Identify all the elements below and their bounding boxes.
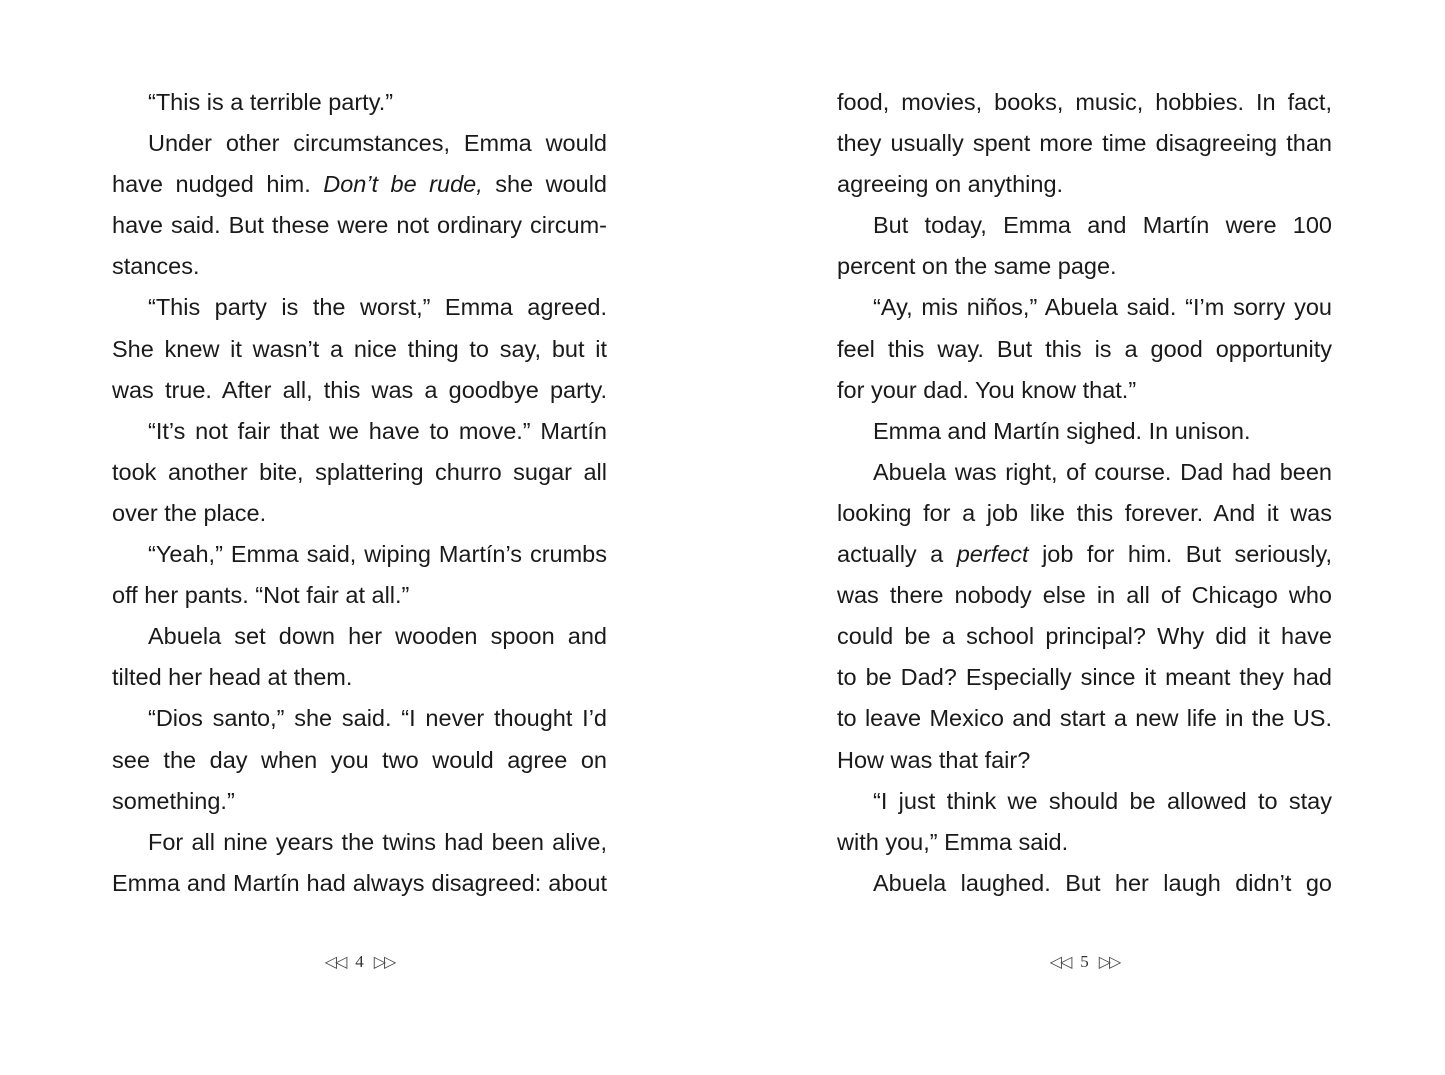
text-line: for your dad. You know that.” — [837, 376, 1137, 403]
text-run: have nudged him. — [112, 171, 324, 198]
text-line: But today, Emma and Martín were 100 — [873, 212, 1332, 239]
text-line: “This is a terrible party.” — [148, 89, 394, 115]
text-line: to be Dad? Especially since it meant they had — [837, 664, 1332, 691]
text-line: Emma and Martín sighed. In unison. — [873, 417, 1251, 444]
text-line: off her pants. “Not fair at all.” — [112, 582, 410, 609]
back-arrows-icon: ◁◁ — [324, 954, 346, 971]
text-line: How was that fair? — [837, 746, 1031, 773]
text-line: they usually spent more time disagreeing than — [837, 130, 1332, 157]
page-number: 4 — [355, 952, 364, 971]
page-number: 5 — [1080, 952, 1089, 971]
text-line: Abuela was right, of course. Dad had been — [873, 458, 1332, 485]
back-arrows-icon: ◁◁ — [1049, 954, 1071, 971]
text-line: something.” — [112, 787, 235, 814]
text-line: Under other circumstances, Emma would — [148, 130, 607, 157]
forward-arrows-icon: ▷▷ — [373, 954, 395, 971]
right-page-folio — [837, 952, 1332, 972]
left-page — [112, 82, 607, 904]
text-line: Abuela set down her wooden spoon and — [148, 623, 607, 650]
forward-arrows-icon: ▷▷ — [1098, 954, 1120, 971]
text-line: with you,” Emma said. — [837, 828, 1069, 855]
text-line: took another bite, splattering churro sugar all — [112, 458, 607, 485]
text-line: have said. But these were not ordinary circum- — [112, 212, 607, 239]
text-line: tilted her head at them. — [112, 664, 353, 691]
text-line: could be a school principal? Why did it have — [837, 623, 1332, 650]
text-line: stances. — [112, 253, 200, 280]
text-line: “This party is the worst,” Emma agreed. — [148, 294, 607, 321]
text-line: agreeing on anything. — [837, 171, 1064, 198]
italic-phrase: Don’t be rude, — [323, 171, 483, 198]
text-line — [837, 534, 1332, 575]
text-run: job for him. But seriously, — [1028, 541, 1332, 568]
text-line: was there nobody else in all of Chicago who — [837, 582, 1332, 609]
text-line: For all nine years the twins had been alive, — [148, 828, 607, 855]
text-line: see the day when you two would agree on — [112, 746, 607, 773]
left-page-folio — [112, 952, 607, 972]
text-line: feel this way. But this is a good opportunity — [837, 335, 1332, 362]
text-line: over the place. — [112, 499, 267, 526]
text-line: was true. After all, this was a goodbye party. — [112, 376, 607, 403]
italic-phrase: perfect — [956, 541, 1029, 568]
text-line: She knew it wasn’t a nice thing to say, but it — [112, 335, 607, 362]
text-line — [112, 164, 607, 205]
text-line: “It’s not fair that we have to move.” Martín — [148, 417, 607, 444]
text-line: looking for a job like this forever. And it was — [837, 499, 1332, 526]
text-line: to leave Mexico and start a new life in the US. — [837, 705, 1332, 732]
text-line: food, movies, books, music, hobbies. In fact, — [837, 89, 1332, 115]
text-line: Emma and Martín had always disagreed: about — [112, 869, 607, 896]
text-line: Abuela laughed. But her laugh didn’t go — [873, 869, 1332, 896]
text-line: percent on the same page. — [837, 253, 1117, 280]
text-run: actually a — [837, 541, 957, 568]
right-page — [837, 82, 1332, 904]
text-run: she would — [482, 171, 607, 198]
text-line: “Dios santo,” she said. “I never thought I’d — [148, 705, 607, 732]
text-line: “Ay, mis niños,” Abuela said. “I’m sorry you — [873, 294, 1332, 321]
text-line: “Yeah,” Emma said, wiping Martín’s crumbs — [148, 541, 607, 568]
text-line: “I just think we should be allowed to stay — [873, 787, 1332, 814]
